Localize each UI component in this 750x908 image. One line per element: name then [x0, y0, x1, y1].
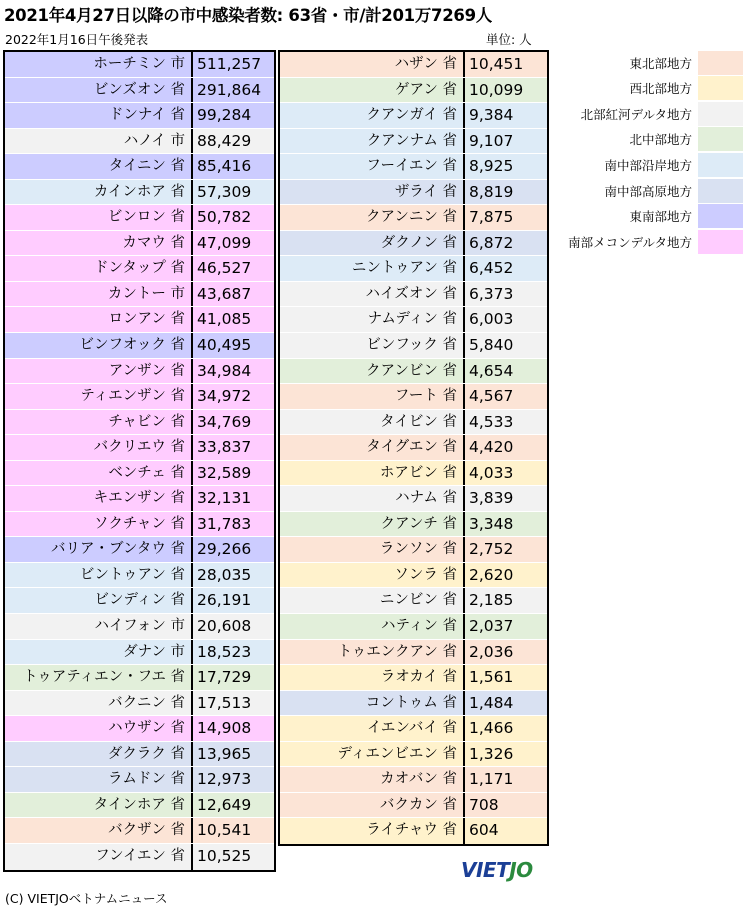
province-name: バリア・ブンタウ 省 [5, 537, 193, 562]
table-row [5, 691, 274, 717]
province-name: ハティン 省 [280, 614, 465, 639]
case-count: 9,384 [469, 106, 514, 125]
case-count: 708 [469, 795, 499, 814]
table-row [5, 410, 274, 436]
province-name: クアンチ 省 [280, 512, 465, 537]
province-name: バクカン 省 [280, 793, 465, 818]
case-count: 6,452 [469, 259, 514, 278]
table-row [280, 588, 547, 614]
legend-item [556, 229, 748, 255]
table-row [280, 716, 547, 742]
province-name: ダクノン 省 [280, 231, 465, 256]
table-row [280, 154, 547, 180]
case-count: 604 [469, 821, 499, 840]
province-name: ホーチミン 市 [5, 52, 193, 77]
case-count: 57,309 [197, 182, 252, 201]
table-row [280, 231, 547, 257]
table-row [280, 359, 547, 385]
province-name: タイニン 省 [5, 154, 193, 179]
table-row [280, 512, 547, 538]
legend-label: 北中部地方 [629, 132, 692, 148]
table-row [280, 307, 547, 333]
province-name: ラムドン 省 [5, 767, 193, 792]
case-count: 6,872 [469, 233, 514, 252]
table-row [5, 461, 274, 487]
case-count: 41,085 [197, 310, 252, 329]
case-count: 12,973 [197, 770, 252, 789]
province-name: ホアビン 省 [280, 461, 465, 486]
case-count: 8,819 [469, 182, 514, 201]
table-row [5, 640, 274, 666]
province-name: イエンバイ 省 [280, 716, 465, 741]
province-name: カントー 市 [5, 282, 193, 307]
case-count: 2,185 [469, 591, 514, 610]
case-count: 26,191 [197, 591, 252, 610]
table-row [280, 461, 547, 487]
province-name: バクザン 省 [5, 818, 193, 843]
table-row [280, 435, 547, 461]
page-title: 2021年4月27日以降の市中感染者数: 63省・市/計201万7269人 [4, 6, 492, 25]
table-row [280, 691, 547, 717]
case-count: 10,541 [197, 821, 252, 840]
case-count: 13,965 [197, 744, 252, 763]
table-row [280, 52, 547, 78]
table-row [5, 129, 274, 155]
table-row [280, 640, 547, 666]
province-name: ザライ 省 [280, 180, 465, 205]
case-count: 88,429 [197, 131, 252, 150]
legend-item [556, 203, 748, 229]
province-name: キエンザン 省 [5, 486, 193, 511]
province-name: ニントゥアン 省 [280, 256, 465, 281]
case-count: 85,416 [197, 157, 252, 176]
legend-label: 北部紅河デルタ地方 [580, 106, 692, 122]
table-row [5, 333, 274, 359]
case-count: 47,099 [197, 233, 252, 252]
table-row [280, 103, 547, 129]
province-name: アンザン 省 [5, 359, 193, 384]
case-count: 291,864 [197, 80, 262, 99]
table-row [5, 52, 274, 78]
case-count: 17,729 [197, 668, 252, 687]
province-name: バクニン 省 [5, 691, 193, 716]
table-row [280, 665, 547, 691]
table-row [280, 78, 547, 104]
case-count: 12,649 [197, 795, 252, 814]
table-row [280, 205, 547, 231]
case-count: 1,466 [469, 719, 514, 738]
case-count: 33,837 [197, 438, 252, 457]
vietjo-logo: VIETJO [461, 858, 533, 882]
table-row [5, 307, 274, 333]
case-count: 31,783 [197, 514, 252, 533]
unit-label: 単位: 人 [486, 32, 532, 47]
table-row [5, 793, 274, 819]
table-row [5, 818, 274, 844]
province-name: タイグエン 省 [280, 435, 465, 460]
case-count: 4,654 [469, 361, 514, 380]
province-name: ビンディン 省 [5, 588, 193, 613]
province-name: ビンフオック 省 [5, 333, 193, 358]
province-name: ニンビン 省 [280, 588, 465, 613]
legend-item [556, 50, 748, 76]
province-name: カオバン 省 [280, 767, 465, 792]
cases-table-left [3, 50, 276, 872]
table-row [280, 256, 547, 282]
province-name: バクリエウ 省 [5, 435, 193, 460]
case-count: 4,033 [469, 463, 514, 482]
case-count: 99,284 [197, 106, 252, 125]
case-count: 20,608 [197, 617, 252, 636]
province-name: クアンナム 省 [280, 129, 465, 154]
table-row [5, 588, 274, 614]
province-name: ビンロン 省 [5, 205, 193, 230]
case-count: 34,769 [197, 412, 252, 431]
table-row [5, 435, 274, 461]
case-count: 9,107 [469, 131, 514, 150]
table-row [280, 793, 547, 819]
case-count: 50,782 [197, 208, 252, 227]
case-count: 4,533 [469, 412, 514, 431]
case-count: 43,687 [197, 284, 252, 303]
legend-swatch [698, 127, 743, 151]
case-count: 4,567 [469, 387, 514, 406]
case-count: 1,171 [469, 770, 514, 789]
table-row [5, 180, 274, 206]
case-count: 2,752 [469, 540, 514, 559]
province-name: ソクチャン 省 [5, 512, 193, 537]
province-name: ドンタップ 省 [5, 256, 193, 281]
case-count: 10,525 [197, 846, 252, 865]
table-row [5, 512, 274, 538]
case-count: 7,875 [469, 208, 514, 227]
province-name: コントゥム 省 [280, 691, 465, 716]
legend-swatch [698, 179, 743, 203]
table-row [280, 384, 547, 410]
case-count: 6,373 [469, 284, 514, 303]
case-count: 5,840 [469, 336, 514, 355]
case-count: 2,036 [469, 642, 514, 661]
case-count: 3,348 [469, 514, 514, 533]
table-row [5, 282, 274, 308]
table-row [280, 333, 547, 359]
province-name: フート 省 [280, 384, 465, 409]
case-count: 18,523 [197, 642, 252, 661]
table-row [280, 818, 547, 844]
table-row [280, 767, 547, 793]
table-row [280, 614, 547, 640]
region-legend [556, 50, 748, 254]
province-name: ティエンザン 省 [5, 384, 193, 409]
legend-item [556, 152, 748, 178]
province-name: トゥエンクアン 省 [280, 640, 465, 665]
province-name: ナムディン 省 [280, 307, 465, 332]
legend-label: 西北部地方 [629, 81, 692, 97]
case-count: 1,561 [469, 668, 514, 687]
legend-item [556, 76, 748, 102]
province-name: ダナン 市 [5, 640, 193, 665]
province-name: ハイズオン 省 [280, 282, 465, 307]
legend-item [556, 127, 748, 153]
legend-label: 南部メコンデルタ地方 [568, 234, 692, 250]
table-row [5, 205, 274, 231]
legend-swatch [698, 153, 743, 177]
case-count: 10,099 [469, 80, 524, 99]
province-name: ディエンビエン 省 [280, 742, 465, 767]
province-name: ハナム 省 [280, 486, 465, 511]
table-row [280, 410, 547, 436]
table-row [280, 180, 547, 206]
case-count: 29,266 [197, 540, 252, 559]
table-row [5, 716, 274, 742]
legend-swatch [698, 102, 743, 126]
case-count: 32,589 [197, 463, 252, 482]
table-row [280, 129, 547, 155]
legend-swatch [698, 230, 743, 254]
table-row [5, 359, 274, 385]
cases-table-right [278, 50, 549, 846]
announcement-date: 2022年1月16日午後発表 [5, 32, 149, 47]
table-row [280, 742, 547, 768]
case-count: 1,484 [469, 693, 514, 712]
province-name: ダクラク 省 [5, 742, 193, 767]
case-count: 28,035 [197, 565, 252, 584]
province-name: チャビン 省 [5, 410, 193, 435]
legend-swatch [698, 204, 743, 228]
table-row [5, 103, 274, 129]
province-name: ゲアン 省 [280, 78, 465, 103]
case-count: 17,513 [197, 693, 252, 712]
province-name: ドンナイ 省 [5, 103, 193, 128]
case-count: 10,451 [469, 55, 524, 73]
province-name: ライチャウ 省 [280, 818, 465, 844]
case-count: 3,839 [469, 489, 514, 508]
table-row [5, 384, 274, 410]
copyright-footer: (C) VIETJOベトナムニュース [5, 891, 168, 906]
province-name: クアンビン 省 [280, 359, 465, 384]
legend-swatch [698, 76, 743, 100]
table-row [5, 563, 274, 589]
province-name: フンイエン 省 [5, 844, 193, 870]
province-name: ビンフック 省 [280, 333, 465, 358]
province-name: タイビン 省 [280, 410, 465, 435]
legend-swatch [698, 51, 743, 75]
case-count: 6,003 [469, 310, 514, 329]
legend-label: 南中部沿岸地方 [604, 157, 692, 173]
case-count: 14,908 [197, 719, 252, 738]
province-name: ビンズオン 省 [5, 78, 193, 103]
province-name: ソンラ 省 [280, 563, 465, 588]
table-row [5, 256, 274, 282]
province-name: ビントゥアン 省 [5, 563, 193, 588]
table-row [280, 563, 547, 589]
province-name: ランソン 省 [280, 537, 465, 562]
table-row [280, 282, 547, 308]
table-row [5, 614, 274, 640]
province-name: トゥアティエン・フエ 省 [5, 665, 193, 690]
case-count: 34,972 [197, 387, 252, 406]
case-count: 4,420 [469, 438, 514, 457]
table-row [5, 486, 274, 512]
province-name: ラオカイ 省 [280, 665, 465, 690]
table-row [5, 665, 274, 691]
province-name: クアンニン 省 [280, 205, 465, 230]
province-name: フーイエン 省 [280, 154, 465, 179]
table-row [5, 231, 274, 257]
legend-label: 東北部地方 [629, 55, 692, 71]
province-name: カインホア 省 [5, 180, 193, 205]
table-row [280, 537, 547, 563]
case-count: 40,495 [197, 336, 252, 355]
case-count: 2,037 [469, 617, 514, 636]
table-row [5, 537, 274, 563]
province-name: ハウザン 省 [5, 716, 193, 741]
legend-label: 南中部高原地方 [604, 183, 692, 199]
case-count: 1,326 [469, 744, 514, 763]
province-name: カマウ 省 [5, 231, 193, 256]
province-name: ハイフォン 市 [5, 614, 193, 639]
case-count: 511,257 [197, 55, 262, 73]
province-name: ハザン 省 [280, 52, 465, 77]
province-name: ロンアン 省 [5, 307, 193, 332]
province-name: ベンチェ 省 [5, 461, 193, 486]
case-count: 34,984 [197, 361, 252, 380]
table-row [5, 844, 274, 870]
table-row [5, 767, 274, 793]
province-name: クアンガイ 省 [280, 103, 465, 128]
legend-label: 東南部地方 [629, 209, 692, 225]
table-row [280, 486, 547, 512]
legend-item [556, 101, 748, 127]
province-name: タインホア 省 [5, 793, 193, 818]
case-count: 32,131 [197, 489, 252, 508]
table-row [5, 78, 274, 104]
table-row [5, 742, 274, 768]
legend-item [556, 178, 748, 204]
case-count: 46,527 [197, 259, 252, 278]
table-row [5, 154, 274, 180]
case-count: 2,620 [469, 565, 514, 584]
case-count: 8,925 [469, 157, 514, 176]
province-name: ハノイ 市 [5, 129, 193, 154]
